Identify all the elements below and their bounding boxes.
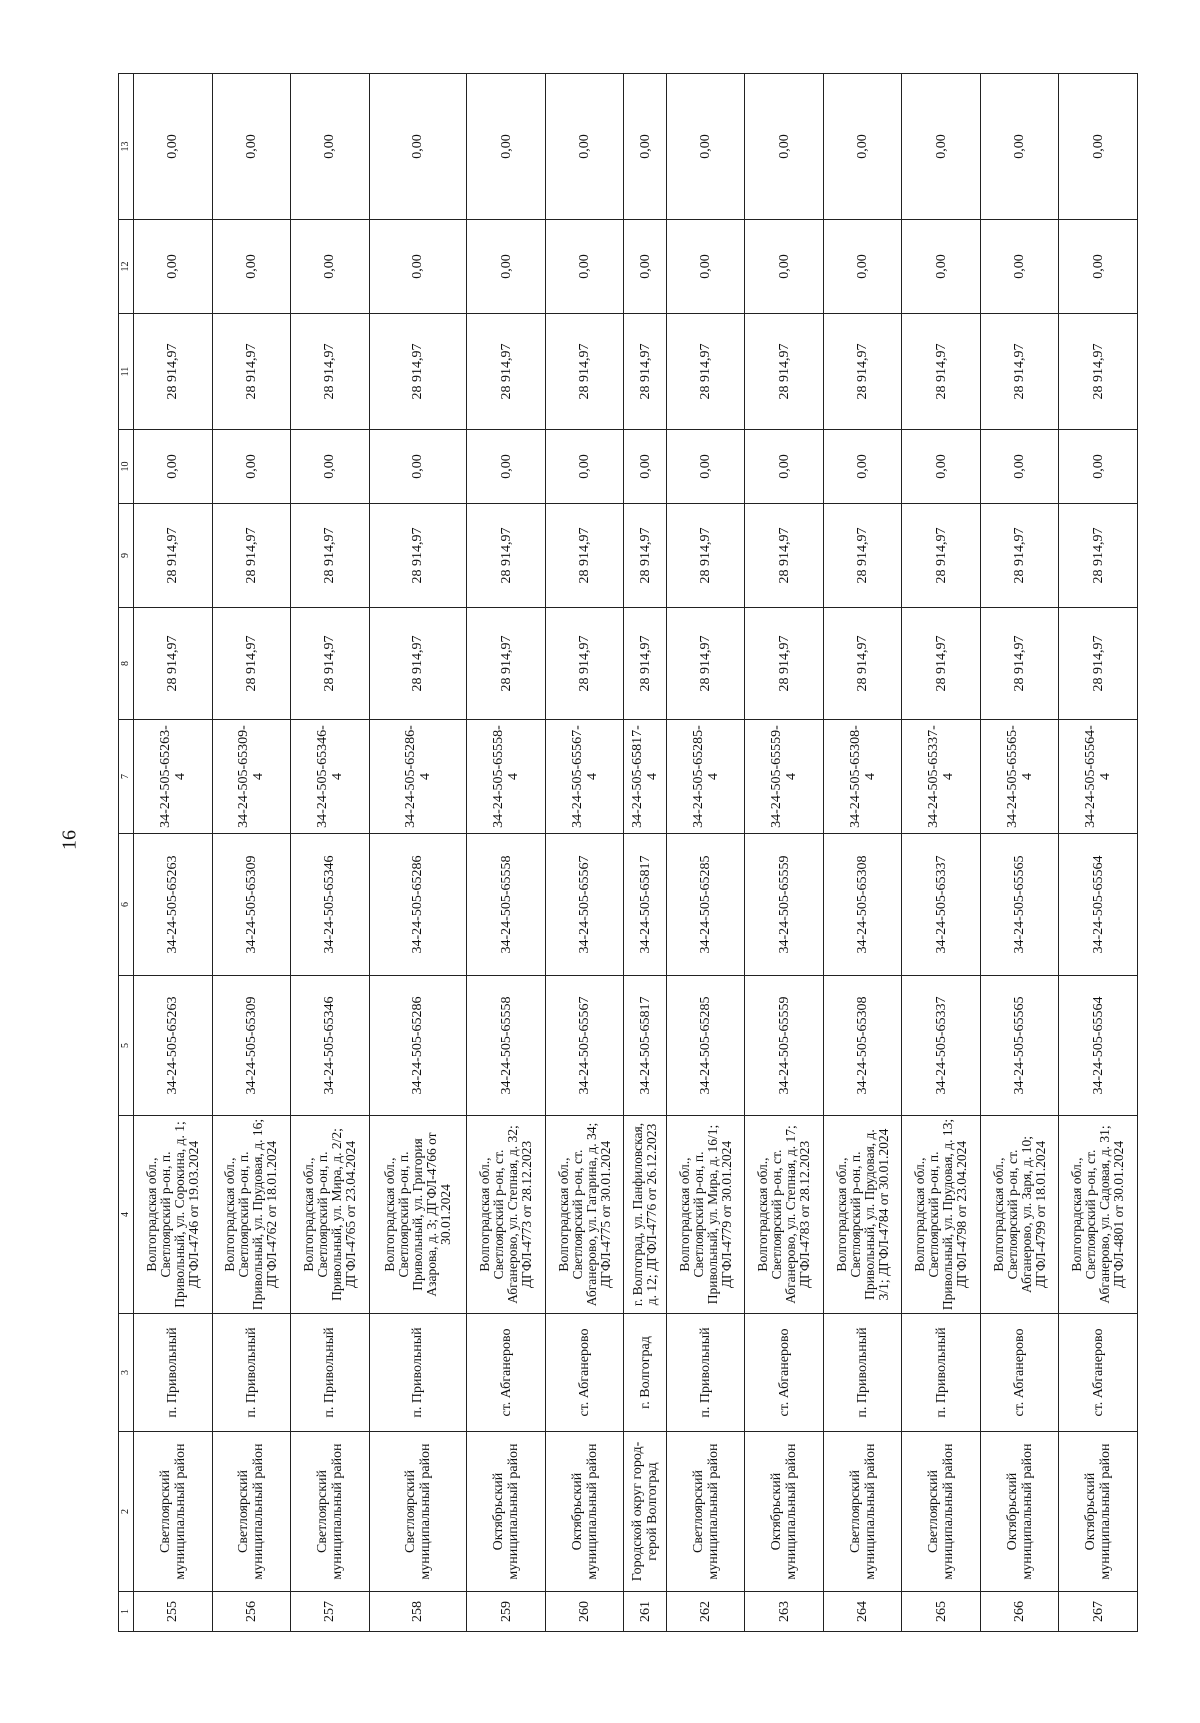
code-cell: 34-24-505-65286-4 [369,720,467,834]
district-cell: Светлоярский муниципальный район [369,1432,467,1592]
district-cell: Светлоярский муниципальный район [666,1432,745,1592]
code-cell: 34-24-505-65285 [666,976,745,1116]
address-cell: Волгоградская обл., Светлоярский р-он, п. Привольный, ул. Прудовая, д. 16; ДГФЛ-4762 от 18.01.2024 [212,1116,291,1314]
settlement-cell: п. Привольный [666,1314,745,1432]
amount-cell: 28 914,97 [980,314,1059,430]
code-cell: 34-24-505-65559 [745,976,824,1116]
district-cell: Октябрьский муниципальный район [745,1432,824,1592]
settlement-cell: ст. Абганерово [745,1314,824,1432]
district-cell: Октябрьский муниципальный район [980,1432,1059,1592]
amount-cell: 0,00 [745,220,824,314]
amount-cell: 0,00 [980,220,1059,314]
table-row [823,74,902,1632]
code-cell: 34-24-505-65309 [212,976,291,1116]
row-number: 262 [666,1592,745,1632]
amount-cell: 0,00 [666,430,745,504]
amount-cell: 28 914,97 [624,608,667,720]
amount-cell: 28 914,97 [624,504,667,608]
amount-cell: 0,00 [134,74,213,220]
address-cell: Волгоградская обл., Светлоярский р-он, ст. Абганерово, ул. Садовая, д. 31; ДГФЛ-4801 от 30.01.2024 [1059,1116,1138,1314]
amount-cell: 0,00 [369,220,467,314]
table-body [134,74,1138,1632]
district-cell: Городской округ город-герой Волгоград [624,1432,667,1592]
settlement-cell: п. Привольный [369,1314,467,1432]
amount-cell: 0,00 [291,220,370,314]
row-number: 261 [624,1592,667,1632]
settlement-cell: п. Привольный [134,1314,213,1432]
table-row [212,74,291,1632]
code-cell: 34-24-505-65817 [624,834,667,976]
amount-cell: 0,00 [980,74,1059,220]
amount-cell: 28 914,97 [823,608,902,720]
code-cell: 34-24-505-65817 [624,976,667,1116]
amount-cell: 28 914,97 [666,314,745,430]
table-row [1059,74,1138,1632]
code-cell: 34-24-505-65337 [902,834,981,976]
address-cell: Волгоградская обл., Светлоярский р-он, ст. Абганерово, ул. Степная, д. 32; ДГФЛ-4773 от 28.12.2023 [467,1116,546,1314]
code-cell: 34-24-505-65308-4 [823,720,902,834]
column-number: 12 [119,220,134,314]
address-cell: Волгоградская обл., Светлоярский р-он, п. Привольный, ул. Прудовая, д. 3/1; ДГФЛ-4784 от 30.01.2024 [823,1116,902,1314]
amount-cell: 0,00 [823,430,902,504]
settlement-cell: п. Привольный [902,1314,981,1432]
column-number: 11 [119,314,134,430]
amount-cell: 0,00 [545,430,624,504]
amount-cell: 28 914,97 [134,608,213,720]
page-number: 16 [58,830,81,850]
column-number: 8 [119,608,134,720]
code-cell: 34-24-505-65309 [212,834,291,976]
amount-cell: 0,00 [745,74,824,220]
row-number: 260 [545,1592,624,1632]
row-number: 267 [1059,1592,1138,1632]
column-number-row [119,74,134,1632]
amount-cell: 0,00 [291,74,370,220]
amount-cell: 0,00 [1059,430,1138,504]
amount-cell: 28 914,97 [823,314,902,430]
code-cell: 34-24-505-65564 [1059,834,1138,976]
amount-cell: 0,00 [666,220,745,314]
amount-cell: 28 914,97 [291,504,370,608]
settlement-cell: ст. Абганерово [467,1314,546,1432]
district-cell: Светлоярский муниципальный район [823,1432,902,1592]
amount-cell: 28 914,97 [666,608,745,720]
table-row [369,74,467,1632]
settlement-cell: г. Волгоград [624,1314,667,1432]
address-cell: г. Волгоград, ул. Панфиловская, д. 12; ДГФЛ-4776 от 26.12.2023 [624,1116,667,1314]
address-cell: Волгоградская обл., Светлоярский р-он, п. Привольный, ул. Мира, д. 2/2; ДГФЛ-4765 от 23.04.2024 [291,1116,370,1314]
settlement-cell: ст. Абганерово [1059,1314,1138,1432]
amount-cell: 28 914,97 [134,504,213,608]
table-row [902,74,981,1632]
district-cell: Октябрьский муниципальный район [1059,1432,1138,1592]
amount-cell: 0,00 [666,74,745,220]
code-cell: 34-24-505-65558 [467,976,546,1116]
amount-cell: 0,00 [467,74,546,220]
column-number: 5 [119,976,134,1116]
table-row [745,74,824,1632]
amount-cell: 0,00 [902,220,981,314]
code-cell: 34-24-505-65565-4 [980,720,1059,834]
code-cell: 34-24-505-65308 [823,976,902,1116]
column-number: 6 [119,834,134,976]
address-cell: Волгоградская обл., Светлоярский р-он, ст. Абганерово, ул. Степная, д. 17; ДГФЛ-4783 от 28.12.2023 [745,1116,824,1314]
row-number: 255 [134,1592,213,1632]
code-cell: 34-24-505-65564 [1059,976,1138,1116]
code-cell: 34-24-505-65567 [545,976,624,1116]
code-cell: 34-24-505-65564-4 [1059,720,1138,834]
table-row [134,74,213,1632]
amount-cell: 28 914,97 [467,608,546,720]
code-cell: 34-24-505-65263-4 [134,720,213,834]
row-number: 258 [369,1592,467,1632]
amount-cell: 28 914,97 [545,314,624,430]
code-cell: 34-24-505-65558-4 [467,720,546,834]
code-cell: 34-24-505-65263 [134,976,213,1116]
column-number: 1 [119,1592,134,1632]
district-cell: Октябрьский муниципальный район [467,1432,546,1592]
amount-cell: 0,00 [369,74,467,220]
code-cell: 34-24-505-65817-4 [624,720,667,834]
amount-cell: 0,00 [823,220,902,314]
amount-cell: 28 914,97 [291,608,370,720]
amount-cell: 28 914,97 [745,314,824,430]
amount-cell: 28 914,97 [745,608,824,720]
amount-cell: 0,00 [823,74,902,220]
code-cell: 34-24-505-65337-4 [902,720,981,834]
settlement-cell: ст. Абганерово [980,1314,1059,1432]
row-number: 259 [467,1592,546,1632]
address-cell: Волгоградская обл., Светлоярский р-он, п. Привольный, ул. Григория Азарова, д. 3; ДГФЛ-4766 от 30.01.2024 [369,1116,467,1314]
amount-cell: 28 914,97 [545,608,624,720]
settlement-cell: п. Привольный [212,1314,291,1432]
table-row [467,74,546,1632]
amount-cell: 0,00 [1059,74,1138,220]
district-cell: Светлоярский муниципальный район [212,1432,291,1592]
code-cell: 34-24-505-65567-4 [545,720,624,834]
register-table [118,73,1138,1632]
amount-cell: 28 914,97 [291,314,370,430]
amount-cell: 28 914,97 [902,314,981,430]
code-cell: 34-24-505-65559 [745,834,824,976]
code-cell: 34-24-505-65309-4 [212,720,291,834]
row-number: 264 [823,1592,902,1632]
amount-cell: 0,00 [624,74,667,220]
amount-cell: 28 914,97 [369,314,467,430]
amount-cell: 28 914,97 [467,504,546,608]
amount-cell: 28 914,97 [369,608,467,720]
code-cell: 34-24-505-65558 [467,834,546,976]
amount-cell: 28 914,97 [980,504,1059,608]
address-cell: Волгоградская обл., Светлоярский р-он, п. Привольный, ул. Мира, д. 16/1; ДГФЛ-4779 от 30.01.2024 [666,1116,745,1314]
amount-cell: 0,00 [212,430,291,504]
amount-cell: 0,00 [624,430,667,504]
amount-cell: 0,00 [902,74,981,220]
amount-cell: 28 914,97 [1059,608,1138,720]
row-number: 266 [980,1592,1059,1632]
code-cell: 34-24-505-65285 [666,834,745,976]
table-container [118,74,1138,1632]
amount-cell: 0,00 [624,220,667,314]
amount-cell: 0,00 [545,220,624,314]
amount-cell: 0,00 [369,430,467,504]
amount-cell: 28 914,97 [624,314,667,430]
settlement-cell: п. Привольный [823,1314,902,1432]
column-number: 13 [119,74,134,220]
amount-cell: 0,00 [134,220,213,314]
amount-cell: 0,00 [545,74,624,220]
settlement-cell: п. Привольный [291,1314,370,1432]
code-cell: 34-24-505-65285-4 [666,720,745,834]
table-row [624,74,667,1632]
code-cell: 34-24-505-65565 [980,976,1059,1116]
amount-cell: 0,00 [212,220,291,314]
row-number: 263 [745,1592,824,1632]
code-cell: 34-24-505-65567 [545,834,624,976]
address-cell: Волгоградская обл., Светлоярский р-он, ст. Абганерово, ул. Заря, д. 10; ДГФЛ-4799 от 18.01.2024 [980,1116,1059,1314]
amount-cell: 0,00 [212,74,291,220]
amount-cell: 28 914,97 [902,504,981,608]
amount-cell: 0,00 [134,430,213,504]
amount-cell: 28 914,97 [212,504,291,608]
code-cell: 34-24-505-65263 [134,834,213,976]
code-cell: 34-24-505-65565 [980,834,1059,976]
row-number: 256 [212,1592,291,1632]
amount-cell: 28 914,97 [902,608,981,720]
amount-cell: 28 914,97 [980,608,1059,720]
amount-cell: 28 914,97 [212,314,291,430]
address-cell: Волгоградская обл., Светлоярский р-он, п. Привольный, ул. Прудовая, д. 13; ДГФЛ-4798 от 23.04.2024 [902,1116,981,1314]
district-cell: Октябрьский муниципальный район [545,1432,624,1592]
row-number: 265 [902,1592,981,1632]
amount-cell: 28 914,97 [745,504,824,608]
district-cell: Светлоярский муниципальный район [291,1432,370,1592]
amount-cell: 28 914,97 [467,314,546,430]
code-cell: 34-24-505-65337 [902,976,981,1116]
address-cell: Волгоградская обл., Светлоярский р-он, п. Привольный, ул. Сорокина, д. 1; ДГФЛ-4746 от 19.03.2024 [134,1116,213,1314]
amount-cell: 0,00 [291,430,370,504]
table-row [545,74,624,1632]
code-cell: 34-24-505-65346 [291,834,370,976]
amount-cell: 0,00 [980,430,1059,504]
district-cell: Светлоярский муниципальный район [902,1432,981,1592]
amount-cell: 28 914,97 [212,608,291,720]
district-cell: Светлоярский муниципальный район [134,1432,213,1592]
table-row [980,74,1059,1632]
amount-cell: 0,00 [1059,220,1138,314]
column-number: 7 [119,720,134,834]
amount-cell: 0,00 [745,430,824,504]
amount-cell: 0,00 [467,430,546,504]
code-cell: 34-24-505-65308 [823,834,902,976]
amount-cell: 28 914,97 [134,314,213,430]
code-cell: 34-24-505-65346-4 [291,720,370,834]
code-cell: 34-24-505-65286 [369,976,467,1116]
code-cell: 34-24-505-65559-4 [745,720,824,834]
column-number: 2 [119,1432,134,1592]
code-cell: 34-24-505-65346 [291,976,370,1116]
amount-cell: 0,00 [902,430,981,504]
amount-cell: 28 914,97 [666,504,745,608]
column-number: 9 [119,504,134,608]
settlement-cell: ст. Абганерово [545,1314,624,1432]
table-row [291,74,370,1632]
row-number: 257 [291,1592,370,1632]
table-row [666,74,745,1632]
column-number: 4 [119,1116,134,1314]
column-number: 3 [119,1314,134,1432]
amount-cell: 28 914,97 [823,504,902,608]
column-number: 10 [119,430,134,504]
amount-cell: 28 914,97 [1059,314,1138,430]
address-cell: Волгоградская обл., Светлоярский р-он, ст. Абганерово, ул. Гагарина, д. 34; ДГФЛ-4775 от 30.01.2024 [545,1116,624,1314]
code-cell: 34-24-505-65286 [369,834,467,976]
amount-cell: 0,00 [467,220,546,314]
amount-cell: 28 914,97 [545,504,624,608]
amount-cell: 28 914,97 [1059,504,1138,608]
amount-cell: 28 914,97 [369,504,467,608]
